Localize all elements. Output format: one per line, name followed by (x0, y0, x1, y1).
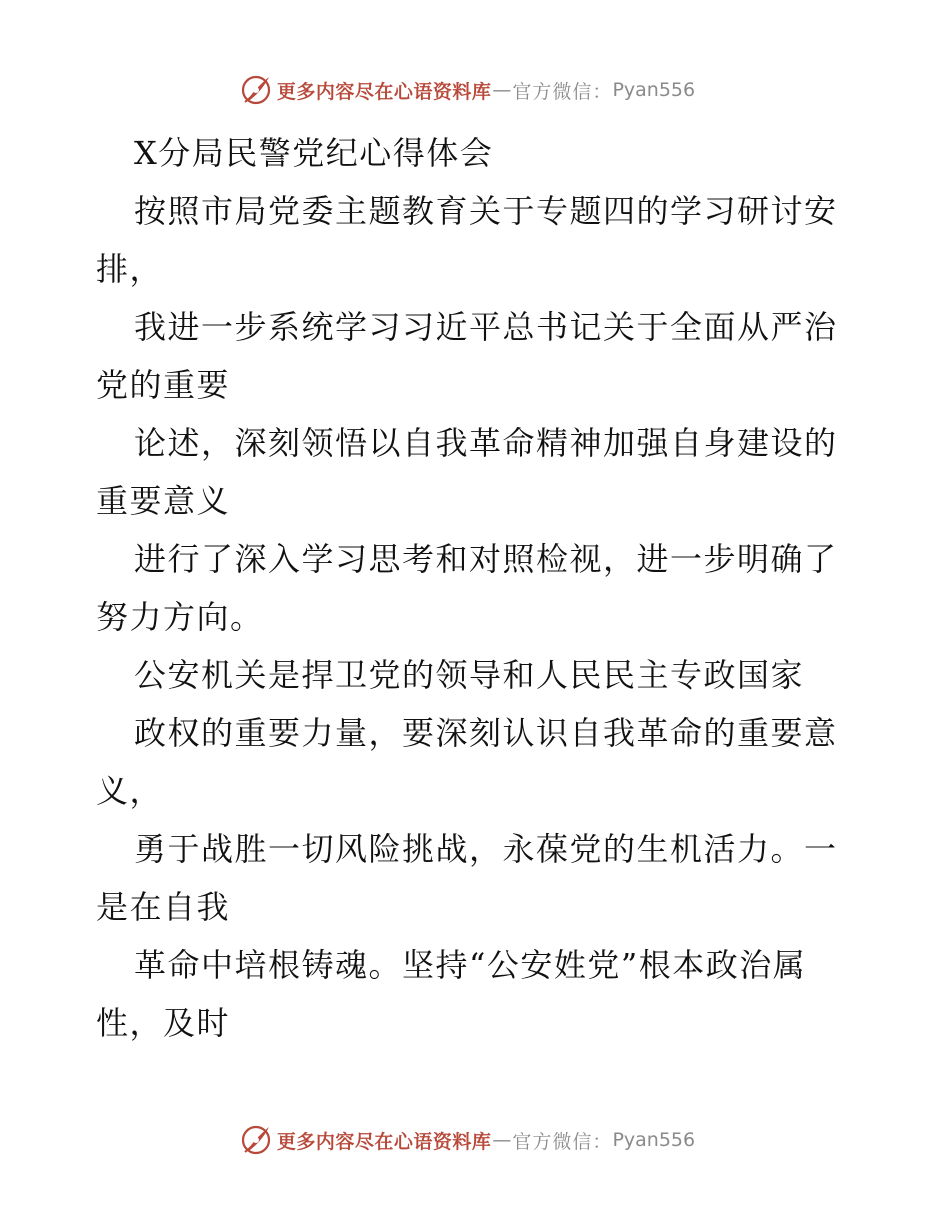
document-line: 党的重要 (96, 366, 231, 404)
document-line: 我进一步系统学习习近平总书记关于全面从严治 (134, 308, 838, 346)
document-line: 排， (96, 250, 164, 288)
document-line: 义， (96, 772, 164, 810)
quill-pen-logo-icon (239, 1123, 273, 1157)
banner-wechat-id: Pyan556 (612, 79, 696, 101)
document-line: X分局民警党纪心得体会 (134, 134, 494, 172)
banner-separator: — (492, 79, 512, 101)
document-line: 革命中培根铸魂。坚持“公安姓党”根本政治属 (134, 946, 807, 984)
footer-banner (0, 1122, 950, 1158)
document-line: 政权的重要力量，要深刻认识自我革命的重要意 (134, 714, 838, 752)
footer-banner-content (239, 1123, 695, 1157)
header-banner-content (239, 73, 695, 107)
banner-title: 更多内容尽在心语资料库 (276, 1130, 492, 1153)
banner-wechat-label: 官方微信： (512, 1130, 613, 1153)
header-banner (0, 72, 950, 108)
document-line: 重要意义 (96, 482, 231, 520)
document-line: 论述，深刻领悟以自我革命精神加强自身建设的 (134, 424, 838, 462)
document-line: 是在自我 (96, 888, 231, 926)
document-line: 性，及时 (96, 1004, 231, 1042)
document-line: 勇于战胜一切风险挑战，永葆党的生机活力。一 (134, 830, 838, 868)
document-line: 进行了深入学习思考和对照检视，进一步明确了 (134, 540, 838, 578)
banner-wechat-label: 官方微信： (512, 80, 613, 103)
banner-separator: — (492, 1129, 512, 1151)
banner-title: 更多内容尽在心语资料库 (276, 80, 492, 103)
banner-wechat-id: Pyan556 (612, 1129, 696, 1151)
document-line: 按照市局党委主题教育关于专题四的学习研讨安 (134, 192, 838, 230)
document-body (96, 124, 856, 1052)
document-line: 公安机关是捍卫党的领导和人民民主专政国家 (134, 656, 805, 694)
quill-pen-logo-icon (239, 73, 273, 107)
document-line: 努力方向。 (96, 598, 264, 636)
